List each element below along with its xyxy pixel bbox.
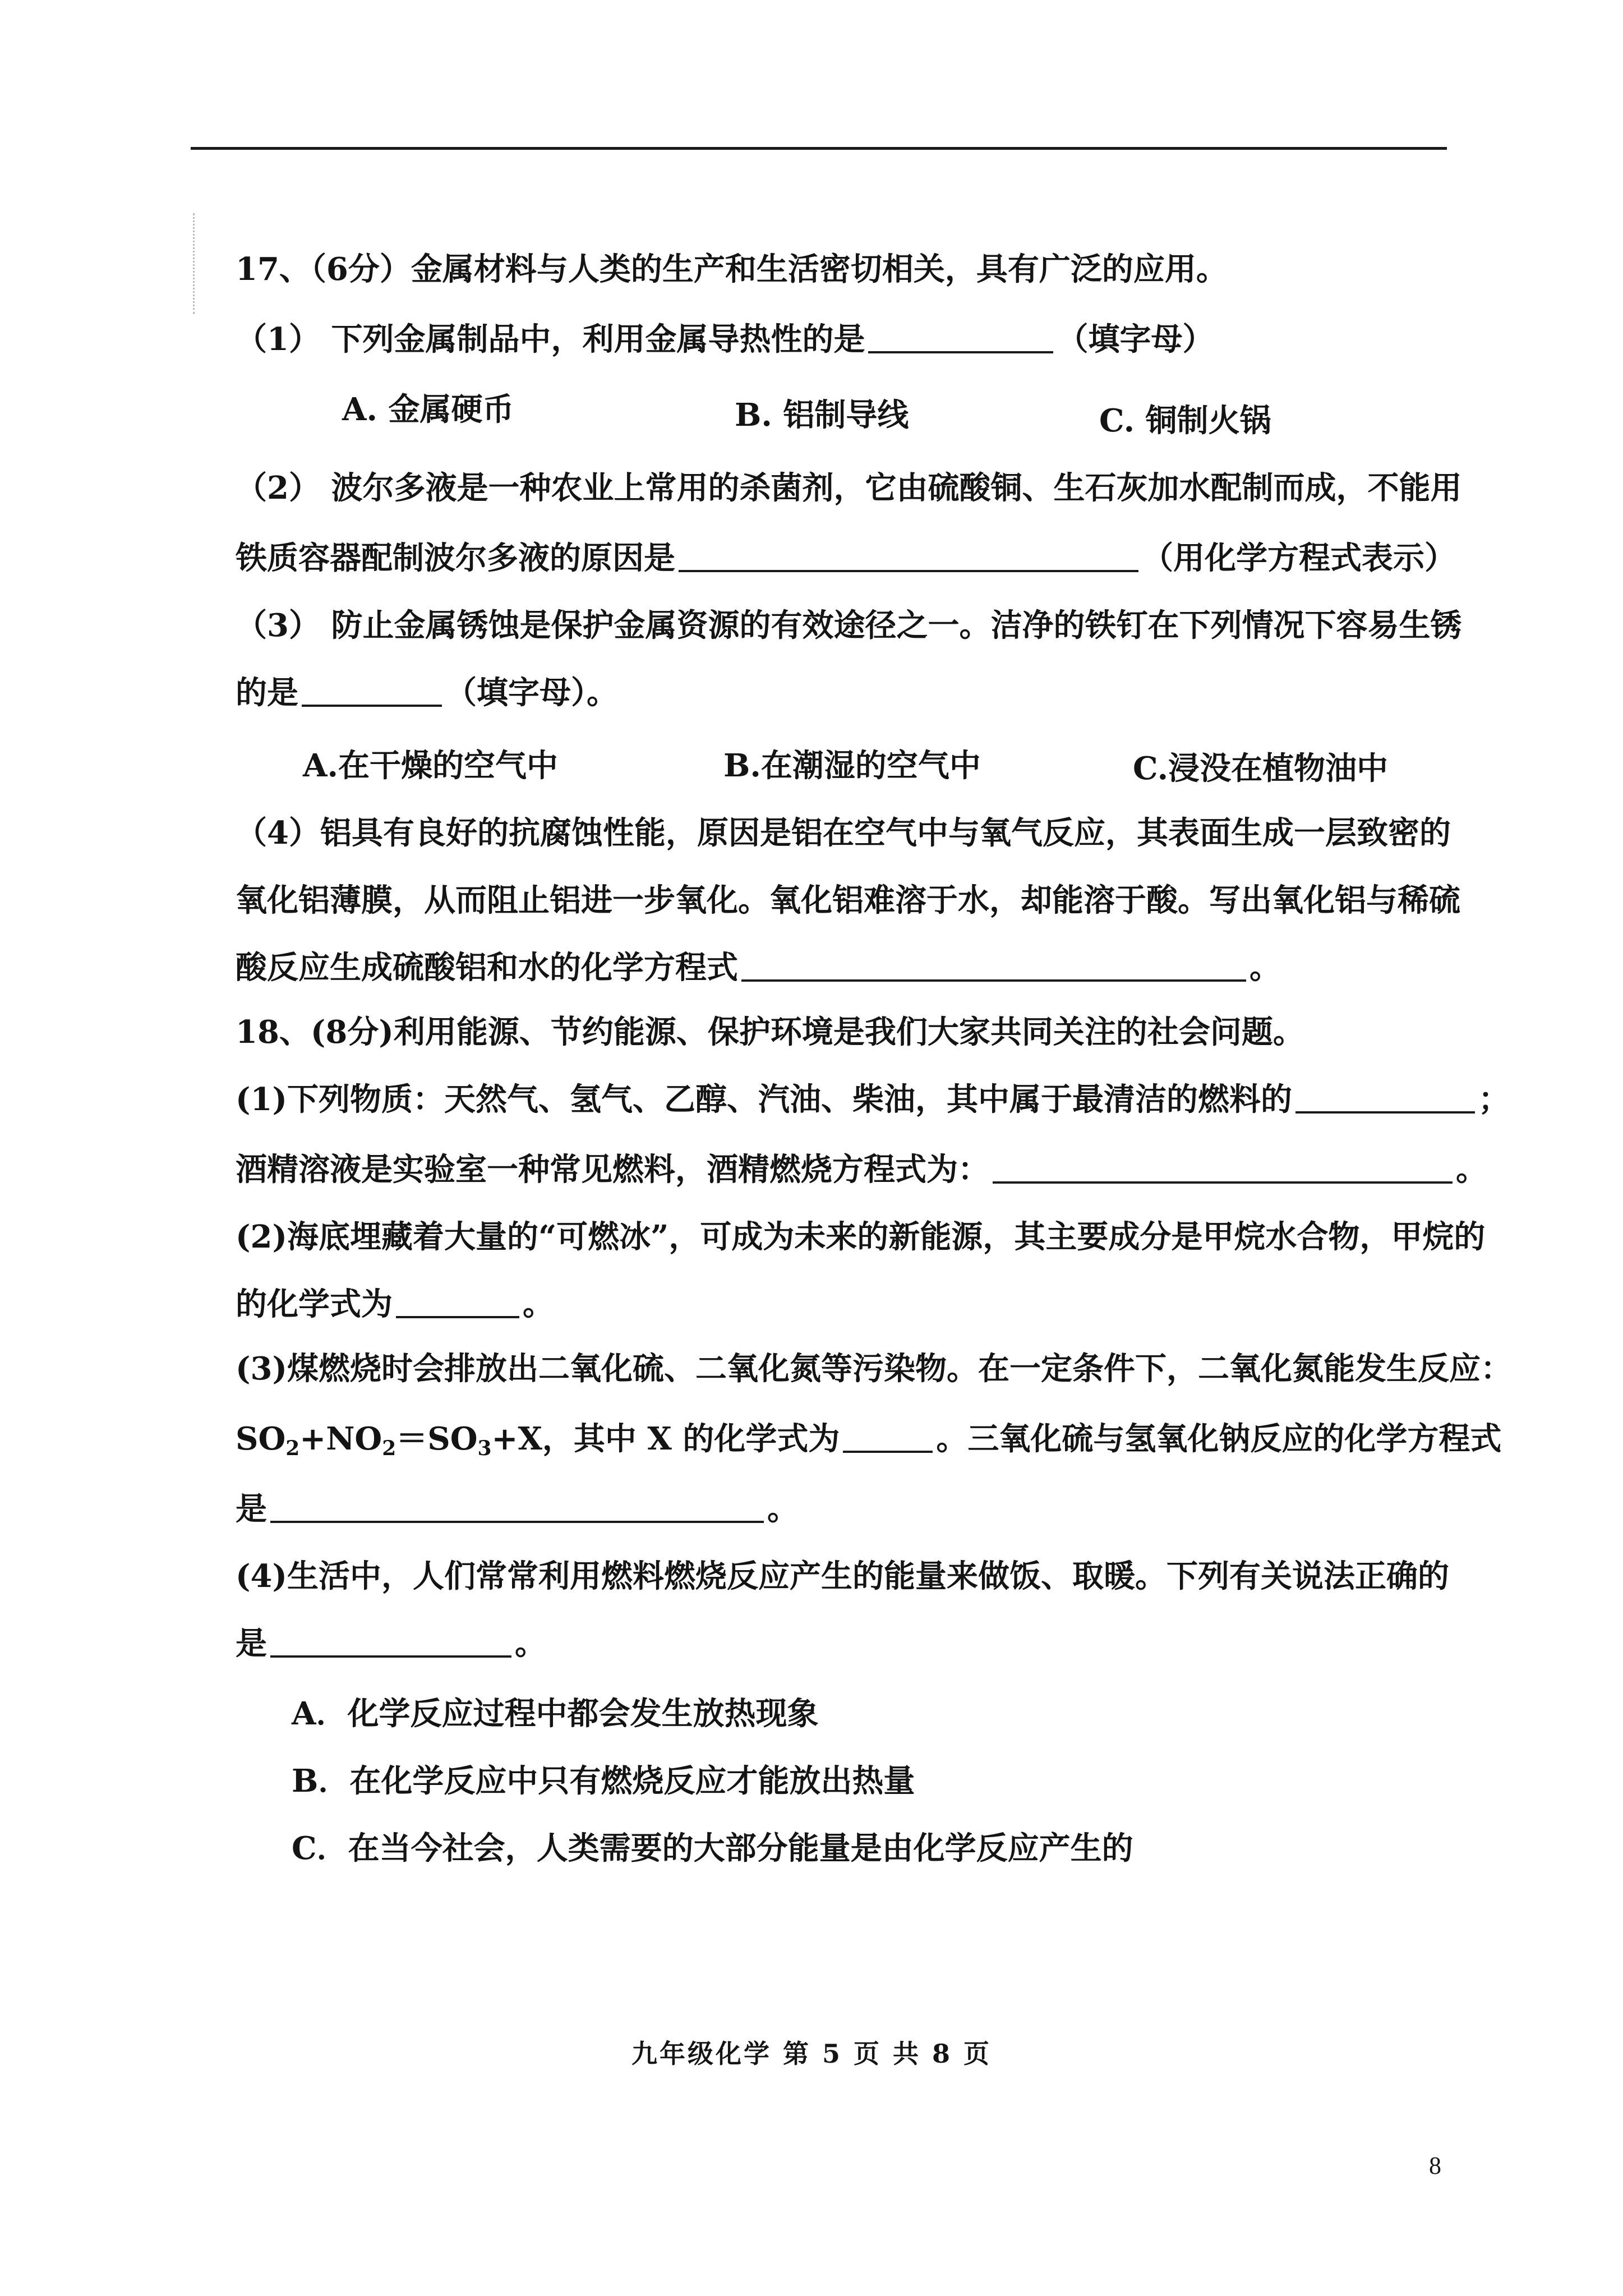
answer-blank[interactable]: [270, 1492, 764, 1523]
q17-part3-option-a: A.在干燥的空气中: [303, 747, 558, 784]
q17-option-c: C. 铜制火锅: [1099, 402, 1271, 439]
page-number: 8: [1429, 2152, 1441, 2179]
chemical-equation: $SO_2+NO_2=SO_3+X$，其中 X 的化学式为: [236, 1420, 840, 1460]
q17-part4-line2: 氧化铝薄膜，从而阻止铝进一步氧化。氧化铝难溶于水，却能溶于酸。写出氧化铝与稀硫: [236, 882, 1460, 919]
q18-part4-line2: 是 。: [236, 1625, 546, 1662]
q18-part3-line3: 是 。: [236, 1490, 799, 1527]
q18-part3-line1: (3)煤燃烧时会排放出二氧化硫、二氧化氮等污染物。在一定条件下，二氧化氮能发生反应：: [236, 1350, 1512, 1387]
q18-part2-line2: 的化学式为 。: [236, 1286, 554, 1323]
answer-blank[interactable]: [843, 1421, 933, 1453]
q18-option-b: B．在化学反应中只有燃烧反应才能放出热量: [292, 1763, 915, 1800]
q18-option-a: A．化学反应过程中都会发生放热现象: [292, 1695, 819, 1732]
answer-blank[interactable]: [679, 541, 1138, 572]
q17-part1: （1） 下列金属制品中，利用金属导热性的是 （填字母）: [236, 321, 1214, 358]
q17-part3-line1: （3） 防止金属锈蚀是保护金属资源的有效途径之一。洁净的铁钉在下列情况下容易生锈: [236, 607, 1462, 644]
margin-dots: [193, 213, 195, 314]
answer-blank[interactable]: [302, 675, 442, 707]
q18-part2-line1: (2)海底埋藏着大量的“可燃冰”，可成为未来的新能源，其主要成分是甲烷水合物，甲烷的: [236, 1218, 1486, 1255]
q18-part1-line2: 酒精溶液是实验室一种常见燃料，酒精燃烧方程式为： 。: [236, 1151, 1487, 1188]
q17-option-b: B. 铝制导线: [735, 397, 909, 434]
q17-part3-option-b: B.在潮湿的空气中: [723, 747, 981, 784]
q17-part2-line1: （2） 波尔多液是一种农业上常用的杀菌剂，它由硫酸铜、生石灰加水配制而成，不能用: [236, 470, 1462, 507]
q17-option-a: A. 金属硬币: [342, 391, 514, 428]
q17-part3-line2: 的是 （填字母）。: [236, 674, 618, 711]
answer-blank[interactable]: [741, 950, 1246, 982]
header-rule: [191, 147, 1447, 150]
page-footer: 九年级化学 第 5 页 共 8 页: [631, 2039, 992, 2069]
q17-part3-option-c: C.浸没在植物油中: [1133, 750, 1389, 787]
answer-blank[interactable]: [868, 322, 1053, 353]
q18-part4-line1: (4)生活中，人们常常利用燃料燃烧反应产生的能量来做饭、取暖。下列有关说法正确的: [236, 1558, 1449, 1595]
q17-part4-line3: 酸反应生成硫酸铝和水的化学方程式 。: [236, 949, 1281, 986]
answer-blank[interactable]: [993, 1152, 1453, 1184]
q18-part3-line2: $SO_2+NO_2=SO_3+X$，其中 X 的化学式为 。三氧化硫与氢氧化钠反应的化学方程式: [236, 1420, 1502, 1460]
q18-stem: 18、(8分)利用能源、节约能源、保护环境是我们大家共同关注的社会问题。: [236, 1014, 1304, 1051]
answer-blank[interactable]: [270, 1626, 511, 1658]
q17-part2-line2: 铁质容器配制波尔多液的原因是 （用化学方程式表示）: [236, 540, 1456, 577]
q17-part4-line1: （4）铝具有良好的抗腐蚀性能，原因是铝在空气中与氧气反应，其表面生成一层致密的: [236, 815, 1451, 852]
q18-part1-line1: (1)下列物质：天然气、氢气、乙醇、汽油、柴油，其中属于最清洁的燃料的 ；: [236, 1081, 1510, 1118]
q17-stem: 17、（6分）金属材料与人类的生产和生活密切相关，具有广泛的应用。: [236, 251, 1228, 288]
answer-blank[interactable]: [396, 1287, 519, 1318]
answer-blank[interactable]: [1295, 1082, 1475, 1114]
q18-option-c: C．在当今社会，人类需要的大部分能量是由化学反应产生的: [292, 1830, 1133, 1867]
